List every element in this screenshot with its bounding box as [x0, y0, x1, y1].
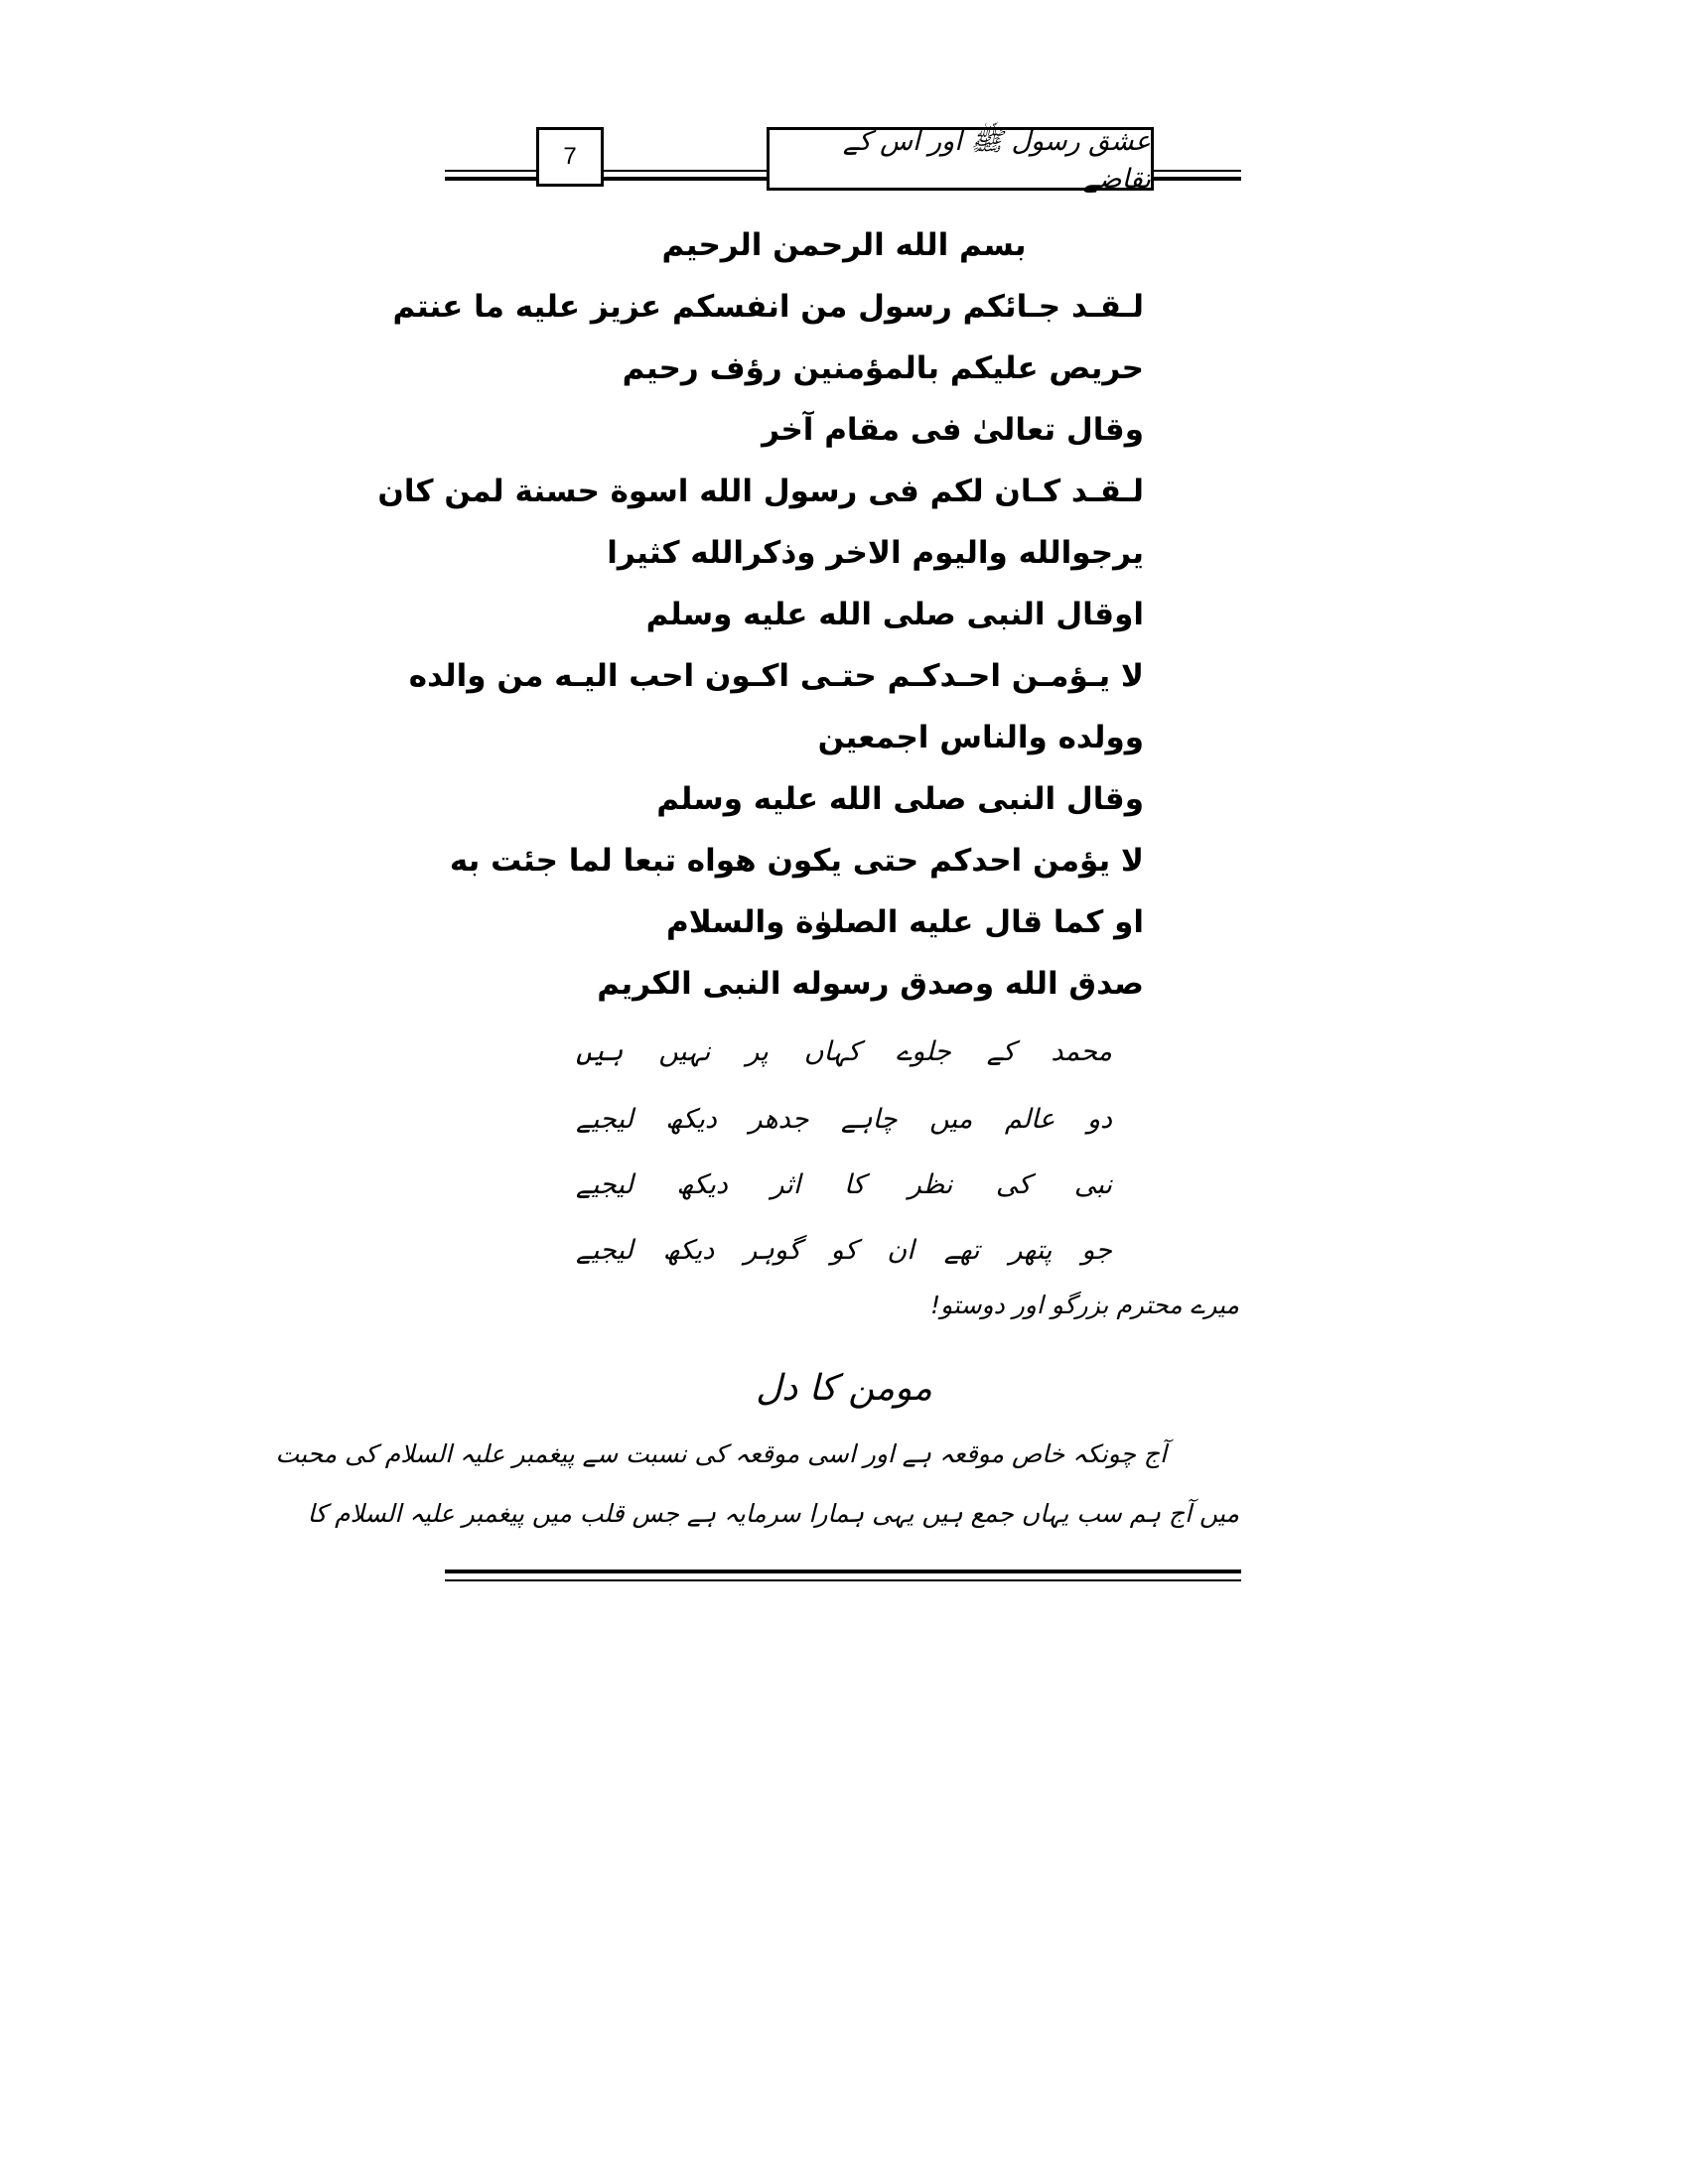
poem-word: جو	[1081, 1235, 1112, 1266]
poem-word: جدھر	[749, 1104, 809, 1135]
footer-rule-2	[445, 1579, 1241, 1581]
poem-word: گوہر	[744, 1235, 801, 1266]
poem-verse-3	[576, 1169, 1112, 1200]
arabic-line: لا يؤمن احدكم حتى يكون هواه تبعا لما جئت به	[449, 843, 1144, 879]
poem-word: نہیں	[658, 1036, 711, 1067]
arabic-line: لـقـد جـائكم رسول من انفسكم عزيز عليه ما عنتم	[392, 289, 1144, 325]
poem-verse-1	[576, 1036, 1112, 1067]
arabic-line: او كما قال عليه الصلوٰة والسلام	[666, 904, 1144, 940]
poem-word: کی	[995, 1169, 1032, 1200]
arabic-line: وقال تعالىٰ فى مقام آخر	[762, 412, 1144, 448]
poem-word: نظر	[908, 1169, 953, 1200]
arabic-line: اوقال النبى صلى الله عليه وسلم	[645, 597, 1144, 632]
arabic-line: صدق الله وصدق رسوله النبى الكريم	[597, 966, 1144, 1002]
poem-word: محمد	[1051, 1036, 1112, 1067]
poem-word: لیجیے	[576, 1235, 633, 1266]
poem-word: دو	[1086, 1104, 1112, 1135]
poem-word: کے	[986, 1036, 1016, 1067]
header-rule-mid-1	[604, 170, 767, 172]
poem-word: اثر	[771, 1169, 801, 1200]
section-heading: مومن کا دل	[756, 1368, 932, 1409]
arabic-line: حريص عليكم بالمؤمنين رؤف رحيم	[622, 350, 1144, 386]
poem-word: پتھر	[1009, 1235, 1053, 1266]
poem-verse-2	[576, 1104, 1112, 1135]
page-number: 7	[536, 127, 604, 187]
paragraph-line: آج چونکہ خاص موقعہ ہے اور اسی موقعہ کی نسبت سے پیغمبر علیہ السلام کی محبت	[275, 1439, 1167, 1468]
poem-word: ان	[887, 1235, 914, 1266]
poem-word: دیکھ	[665, 1104, 717, 1135]
arabic-line: وقال النبى صلى الله عليه وسلم	[656, 781, 1144, 817]
poem-word: میں	[929, 1104, 973, 1135]
poem-word: کو	[830, 1235, 858, 1266]
poem-word: چاہے	[841, 1104, 898, 1135]
poem-word: جلوے	[896, 1036, 951, 1067]
arabic-line: وولده والناس اجمعين	[817, 720, 1144, 755]
footer-rule-1	[445, 1570, 1241, 1573]
poem-word: لیجیے	[576, 1104, 633, 1135]
arabic-line: لـقـد كـان لكم فى رسول الله اسوة حسنة لمن كان	[377, 474, 1144, 509]
header-rule-right-1	[1154, 170, 1241, 172]
arabic-line: يرجوالله واليوم الاخر وذكرالله كثيرا	[607, 535, 1144, 571]
paragraph-line: میں آج ہم سب یہاں جمع ہیں یہی ہمارا سرمایہ ہے جس قلب میں پیغمبر علیہ السلام کا	[307, 1499, 1239, 1528]
poem-word: عالم	[1004, 1104, 1055, 1135]
poem-word: نبی	[1073, 1169, 1112, 1200]
header-rule-mid-2	[604, 177, 767, 181]
poem-word: ہیں	[576, 1036, 624, 1067]
poem-verse-4	[576, 1235, 1112, 1266]
poem-word: دیکھ	[662, 1235, 715, 1266]
header-rule-right-2	[1154, 177, 1241, 181]
poem-word: دیکھ	[676, 1169, 728, 1200]
poem-word: کا	[844, 1169, 866, 1200]
header-rule-left-1	[445, 170, 536, 172]
book-title: عشق رسول ﷺ اور اس کے تقاضے	[767, 127, 1154, 191]
header-rule-left-2	[445, 177, 536, 181]
bismillah: بسم الله الرحمن الرحيم	[661, 227, 1027, 263]
arabic-line: لا يـؤمـن احـدكـم حتـى اكـون احب اليـه من والده	[408, 658, 1144, 694]
poem-word: کہاں	[803, 1036, 861, 1067]
poem-word: لیجیے	[576, 1169, 633, 1200]
poem-word: تھے	[943, 1235, 980, 1266]
greeting: میرے محترم بزرگو اور دوستو!	[930, 1291, 1239, 1319]
poem-word: پر	[746, 1036, 769, 1067]
